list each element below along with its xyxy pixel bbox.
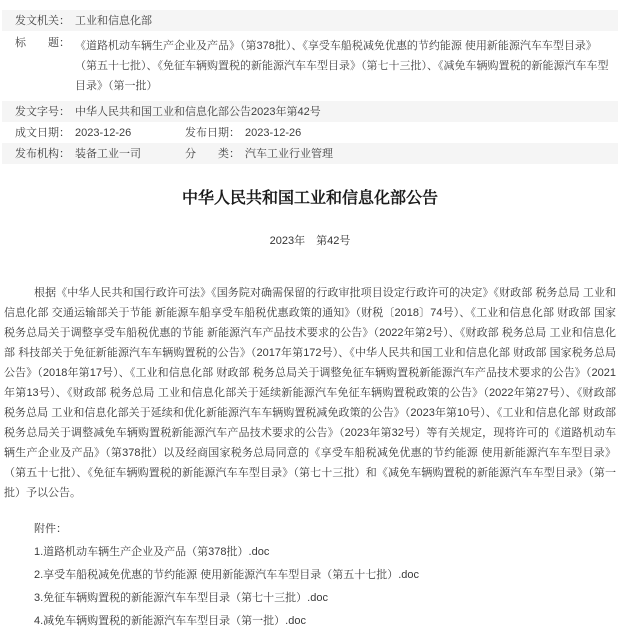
publisher-value: 装备工业一司 <box>75 147 141 160</box>
attachment-item-1[interactable]: 1.道路机动车辆生产企业及产品（第378批）.doc <box>34 546 270 558</box>
reference-number-value: 中华人民共和国工业和信息化部公告2023年第42号 <box>75 105 321 118</box>
attachment-item-4[interactable]: 4.减免车辆购置税的新能源汽车车型目录（第一批）.doc <box>34 615 306 627</box>
label-colon: ： <box>229 126 240 139</box>
reference-number-label-wrap <box>15 105 70 119</box>
body-paragraph: 根据《中华人民共和国行政许可法》《国务院对确需保留的行政审批项目设定行政许可的决定》《财政部 税务总局 工业和信息化部 交通运输部关于节能 新能源车船享受车船税优惠政策的通知》（财税〔2018〕74号）、《工业和信息化部 财政部 国家税务总局关于调整享受车船税优惠的节能 新能源汽车产品技术要求的公告》（2022年第2号）、《财政部 税务总局 工业和信息化部 科技部关于免征新能源汽车车辆购置税的公告》（2017年第172号）、《中华人民共和国工业和信息化部 财政部 国家税务总局公告》（2018年第17号）、《工业和信息化部 财政部 税务总局关于调整免征车辆购置税新能源汽车产品技术要求的公告》（2021年第13号）、《财政部 税务总局 工业和信息化部关于延续新能源汽车免征车辆购置税政策的公告》（2022年第27号）、《财政部 税务总局 工业和信息化部关于延续和优化新能源汽车车辆购置税减免政策的公告》（2023年第10号）、《工业和信息化部 财政部 税务总局关于调整减免车辆购置税新能源汽车产品技术要求的公告》（2023年第32号）等有关规定，现将许可的《道路机动车辆生产企业及产品》（第378批）以及经商国家税务总局同意的《享受车船税减免优惠的节约能源 使用新能源汽车车型目录》（第五十七批）、《免征车辆购置税的新能源汽车车型目录》（第七十三批）和《减免车辆购置税的新能源汽车车型目录》（第一批）予以公告。 <box>4 287 616 499</box>
label-colon: ： <box>59 37 70 49</box>
meta-row-dates <box>2 122 618 143</box>
publish-date-label: 发布日期 <box>185 126 229 139</box>
label-colon: ： <box>59 126 70 139</box>
publisher-label-wrap <box>15 147 70 161</box>
label-colon: ： <box>59 14 70 27</box>
attachment-item-2[interactable]: 2.享受车船税减免优惠的节约能源 使用新能源汽车车型目录（第五十七批）.doc <box>34 569 420 581</box>
written-date-value: 2023-12-26 <box>75 126 132 139</box>
reference-number-label: 发文字号 <box>15 105 59 118</box>
category-label: 分类 <box>185 147 229 160</box>
label-colon: ： <box>59 105 70 118</box>
written-date-label-wrap <box>15 126 70 140</box>
attachment-list <box>4 518 616 633</box>
doc-title-value: 《道路机动车辆生产企业及产品》（第378批）、《享受车船税减免优惠的节约能源 使用新能源汽车车型目录》（第五十七批）、《免征车辆购置税的新能源汽车车型目录》（第七十三批）、《减免车辆购置税的新能源汽车车型目录》（第一批） <box>75 40 609 92</box>
category-value: 汽车工业行业管理 <box>245 147 333 160</box>
written-date-label: 成文日期 <box>15 126 59 139</box>
publisher-label: 发布机构 <box>15 147 59 160</box>
category-label-wrap <box>185 147 240 161</box>
issuing-agency-value: 工业和信息化部 <box>75 14 152 27</box>
label-colon: ： <box>229 147 240 160</box>
doc-title-label: 标题 <box>15 37 59 49</box>
attachment-item-3[interactable]: 3.免征车辆购置税的新能源汽车车型目录（第七十三批）.doc <box>34 592 328 604</box>
publish-date-label-wrap <box>185 126 240 140</box>
document-meta-table <box>0 0 620 164</box>
issue-number: 2023年 第42号 <box>269 235 351 247</box>
publish-date-value: 2023-12-26 <box>245 126 302 139</box>
issuing-agency-label: 发文机关 <box>15 14 59 27</box>
meta-row-reference-number <box>2 101 618 122</box>
page-title: 中华人民共和国工业和信息化部公告 <box>181 190 438 207</box>
issuing-agency-label-wrap <box>15 14 70 28</box>
meta-row-publisher-category <box>2 143 618 164</box>
label-colon: ： <box>59 147 70 160</box>
meta-row-title <box>2 31 618 101</box>
attachments-label: 附件： <box>34 523 67 535</box>
doc-title-label-wrap <box>15 36 70 96</box>
meta-row-issuing-agency <box>2 10 618 31</box>
